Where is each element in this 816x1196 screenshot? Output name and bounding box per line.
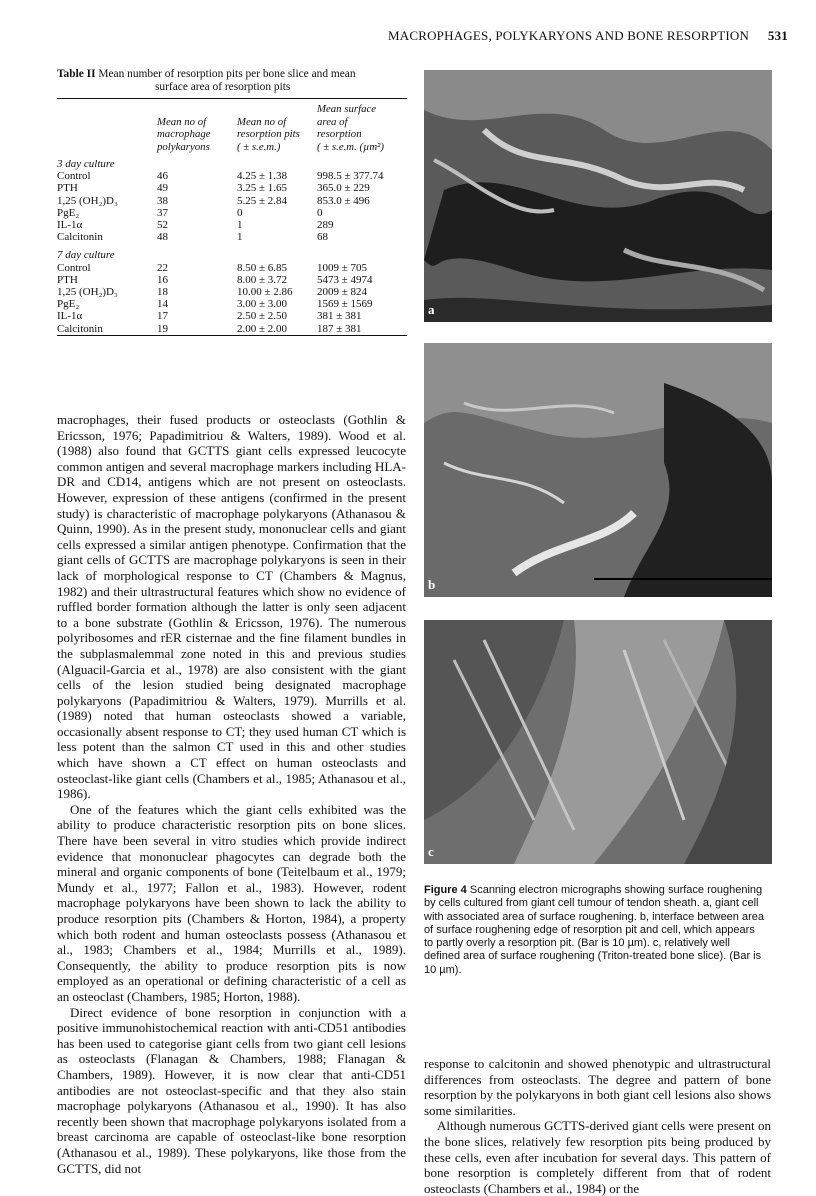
table-caption — [57, 68, 407, 94]
paragraph: macrophages, their fused products or osteoclasts (Gothlin & Ericsson, 1976; Papadimitriou & Walters, 1989). Wood et al. (1988) also found that GCTTS giant cells expressed leucocyte common antigen and several macrophage markers including HLA-DR and CD14, antigens which are not present on osteoclasts. However, expression of these antigens (confirmed in the present study) is characteristic of macrophage polykaryons (Athanasou & Quinn, 1990). As in the present study, mononuclear cells and giant cells expressed a similar antigen phenotype. Confirmation that the giant cells of GCTTS are macrophage polykaryons is seen in their lack of morphological response to CT (Chambers & Magnus, 1982) and their ultrastructural features which show no evidence of ruffled border formation although the latter is only seen adjacent to a bone substrate (Gothlin & Ericsson, 1976). The numerous polyribosomes and rER cisternae and the fine filament bundles in the subplasmalemmal zone noted in this and previous studies (Alguacil-Garcia et al., 1978) are also consistent with the giant cells of the lesion studied being designated macrophage polykaryons (Papadimitriou & Walters, 1979). Murrills et al. (1989) noted that human osteoclasts showed a variable, occasionally absent response to CT; they used human CT which is less potent than the salmon CT used in this and other studies which have shown a CT effect on human osteoclasts and osteoclast-like giant cells (Chambers et al., 1985; Athanasou et al., 1986). — [57, 412, 406, 802]
cell-area: 2009 ± 824 — [317, 286, 368, 299]
col-header-polykaryons: Mean no of macrophage polykaryons — [157, 115, 211, 153]
cell-pits: 2.50 ± 2.50 — [237, 310, 288, 323]
row-label: Control — [57, 261, 91, 274]
figure-label: Figure 4 — [424, 884, 467, 896]
row-label: PTH — [57, 273, 78, 286]
table-caption-line1: Mean number of resorption pits per bone slice and mean — [98, 68, 356, 80]
cell-pits: 10.00 ± 2.86 — [237, 286, 293, 299]
row-label: 1,25 (OH₂)D₃ — [57, 286, 118, 299]
section-heading: 7 day culture — [57, 249, 115, 262]
table-row — [57, 310, 407, 322]
cell-polykaryons: 48 — [157, 231, 168, 244]
cell-polykaryons: 18 — [157, 286, 168, 299]
section-heading-row — [57, 249, 407, 261]
cell-pits: 8.50 ± 6.85 — [237, 261, 288, 274]
table-row — [57, 182, 407, 194]
cell-polykaryons: 17 — [157, 310, 168, 323]
cell-area: 365.0 ± 229 — [317, 182, 370, 195]
micrograph-b — [424, 343, 772, 597]
cell-polykaryons: 19 — [157, 322, 168, 335]
row-label: Calcitonin — [57, 322, 103, 335]
micrograph-c — [424, 620, 772, 864]
row-label: Calcitonin — [57, 231, 103, 244]
table-row — [57, 298, 407, 310]
running-header — [388, 28, 788, 46]
cell-polykaryons: 38 — [157, 194, 168, 207]
cell-pits: 4.25 ± 1.38 — [237, 170, 288, 183]
figure-caption-text: Scanning electron micrographs showing surface roughening by cells cultured from giant cell tumour of tendon sheath. a, giant cell with associated area of surface roughening. b, interface between area of surface roughening edge of resorption pit and cell, which appears to partly overly a resorption pit. (Bar is 10 µm). c, relatively well defined area of surface roughening (Triton-treated bone slice). (Bar is 10 µm). — [424, 884, 764, 976]
table-row — [57, 195, 407, 207]
cell-pits: 5.25 ± 2.84 — [237, 194, 288, 207]
cell-area: 0 — [317, 206, 323, 219]
cell-pits: 1 — [237, 219, 243, 232]
row-label: PgE₂ — [57, 298, 80, 311]
cell-area: 289 — [317, 219, 334, 232]
figure-caption — [424, 884, 764, 977]
cell-polykaryons: 37 — [157, 206, 168, 219]
cell-polykaryons: 14 — [157, 298, 168, 311]
left-column-text — [57, 412, 406, 1176]
panel-label-c: c — [428, 844, 434, 859]
col-header-area: Mean surface area of resorption ( ± s.e.m. (µm²) — [317, 103, 384, 153]
cell-area: 381 ± 381 — [317, 310, 362, 323]
table-row — [57, 286, 407, 298]
table-row — [57, 219, 407, 231]
section-heading: 3 day culture — [57, 158, 115, 170]
table-caption-line2: surface area of resorption pits — [155, 81, 291, 93]
table-header-row — [57, 99, 407, 158]
cell-pits: 2.00 ± 2.00 — [237, 322, 288, 335]
cell-pits: 8.00 ± 3.72 — [237, 273, 288, 286]
row-label: PTH — [57, 182, 78, 195]
col-header-pits: Mean no of resorption pits ( ± s.e.m.) — [237, 115, 300, 153]
cell-area: 68 — [317, 231, 328, 244]
paragraph: Although numerous GCTTS-derived giant cells were present on the bone slices, relatively few resorption pits being produced by these cells, even after incubation for several days. This pattern of bone resorption is completely different from that of rodent osteoclasts (Chambers et al., 1984) or the — [424, 1118, 771, 1196]
paragraph: response to calcitonin and showed phenotypic and ultrastructural differences from osteoclasts. The degree and pattern of bone resorption by the polykaryons in both giant cell lesions also shows some similarities. — [424, 1056, 771, 1118]
cell-polykaryons: 22 — [157, 261, 168, 274]
cell-area: 5473 ± 4974 — [317, 273, 373, 286]
panel-label-b: b — [428, 577, 436, 592]
cell-area: 1009 ± 705 — [317, 261, 368, 274]
row-label: 1,25 (OH₂)D₃ — [57, 194, 118, 207]
cell-pits: 3.00 ± 3.00 — [237, 298, 288, 311]
row-label: Control — [57, 170, 91, 183]
cell-area: 998.5 ± 377.74 — [317, 170, 384, 183]
cell-pits: 1 — [237, 231, 243, 244]
section-heading-row — [57, 158, 407, 170]
cell-polykaryons: 16 — [157, 273, 168, 286]
table-row — [57, 207, 407, 219]
table-bottom-rule — [57, 335, 407, 336]
cell-area: 187 ± 381 — [317, 322, 362, 335]
table-body — [57, 99, 407, 335]
cell-polykaryons: 49 — [157, 182, 168, 195]
table-label: Table II — [57, 68, 96, 80]
cell-polykaryons: 52 — [157, 219, 168, 232]
row-label: IL-1α — [57, 219, 83, 232]
micrograph-a — [424, 70, 772, 322]
table-row — [57, 170, 407, 182]
table-row — [57, 262, 407, 274]
cell-pits: 0 — [237, 206, 243, 219]
paragraph: One of the features which the giant cells exhibited was the ability to produce characteristic resorption pits on bone slices. There have been several in vitro studies which provide indirect evidence that mononuclear phagocytes can degrade both the mineral and organic components of bone (Teitelbaum et al., 1979; Mundy et al., 1977; Fallon et al., 1983). However, rodent macrophage polykaryons have been shown to lack the ability to produce resorption pits (Chambers & Horton, 1984), a property which both rodent and human osteoclasts possess (Athanasou et al., 1983; Chambers et al., 1984; Murrills et al., 1989). Consequently, the ability to produce resorption pits is now employed as an operational or defining characteristic of a cell as an osteoclast (Chambers, 1985; Horton, 1988). — [57, 801, 406, 1004]
table-row — [57, 274, 407, 286]
page-number: 531 — [767, 28, 788, 43]
cell-polykaryons: 46 — [157, 170, 168, 183]
cell-area: 1569 ± 1569 — [317, 298, 373, 311]
table-row — [57, 231, 407, 243]
paragraph: Direct evidence of bone resorption in conjunction with a positive immunohistochemical reaction with anti-CD51 antibodies has been used to categorise giant cells from two giant cell lesions as osteoclasts (Flanagan & Chambers, 1988; Flanagan & Chambers, 1989). However, it is now clear that anti-CD51 antibodies are not osteoclast-specific and that they also stain macrophage polykaryons (Athanasou et al., 1990). It has also recently been shown that macrophage polykaryons isolated from a breast carcinoma are capable of osteoclast-like bone resorption (Athanasou et al., 1989). These polykaryons, like those from the GCTTS, did not — [57, 1004, 406, 1176]
cell-area: 853.0 ± 496 — [317, 194, 370, 207]
running-title: MACROPHAGES, POLYKARYONS AND BONE RESORPTION — [388, 28, 750, 43]
row-label: IL-1α — [57, 310, 83, 323]
panel-label-a: a — [428, 302, 435, 317]
table-row — [57, 323, 407, 335]
cell-pits: 3.25 ± 1.65 — [237, 182, 288, 195]
table-ii — [57, 68, 407, 336]
row-label: PgE₂ — [57, 206, 80, 219]
right-column-text — [424, 1056, 771, 1196]
